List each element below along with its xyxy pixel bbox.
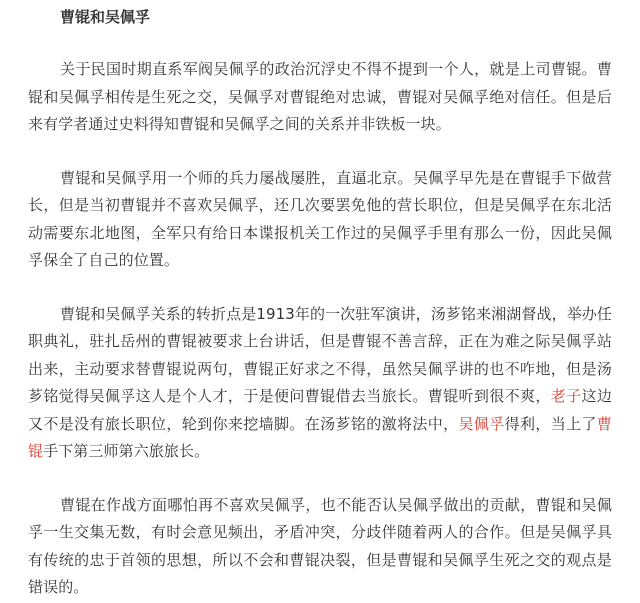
keyword-link-cao-kun[interactable]: 曹锟 <box>28 414 612 460</box>
paragraph-turning-point <box>28 301 612 466</box>
keyword-link-laozi[interactable]: 老子 <box>550 387 582 405</box>
keyword-link-wu-peifu[interactable]: 吴佩孚 <box>458 414 505 433</box>
paragraph-text: 手下第三师第六旅旅长。 <box>43 442 210 460</box>
paragraph-text: 曹锟和吴佩孚关系的转折点是1913年的一次驻军演讲，汤芗铭来湘湖督战，举办任职典礼，驻扎岳州的曹锟被要求上台讲话，但是曹锟不善言辞，正在为难之际吴佩孚站出来，主动要求替曹锟说两句，曹锟正好求之不得，虽然吴佩孚讲的也不咋地，但是汤芗铭觉得吴佩孚这人是个人才，于是便问曹锟借去当旅长。曹锟听到很不爽， <box>28 304 612 405</box>
paragraph-text: 这边又不是没有旅长职位，轮到你来挖墙脚。在汤芗铭的激将法中， <box>28 387 613 433</box>
paragraph-text: 得利，当上了 <box>504 414 597 433</box>
article-title: 曹锟和吴佩孚 <box>60 8 151 26</box>
paragraph-conclusion: 曹锟在作战方面哪怕再不喜欢吴佩孚，也不能否认吴佩孚做出的贡献，曹锟和吴佩孚一生交集无数，有时会意见频出，矛盾冲突，分歧伴随着两人的合作。但是吴佩孚具有传统的忠于首领的思想，所以不会和曹锟决裂，但是曹锟和吴佩孚生死之交的观点是错误的。 <box>28 495 612 596</box>
paragraph-rise: 曹锟和吴佩孚用一个师的兵力屡战屡胜，直逼北京。吴佩孚早先是在曹锟手下做营长，但是当初曹锟并不喜欢吴佩孚，还几次要罢免他的营长职位，但是吴佩孚在东北活动需要东北地图，全军只有给日本谍报机关工作过的吴佩孚手里有那么一份，因此吴佩孚保全了自己的位置。 <box>28 168 612 269</box>
paragraph-intro: 关于民国时期直系军阀吴佩孚的政治沉浮史不得不提到一个人，就是上司曹锟。曹锟和吴佩孚相传是生死之交，吴佩孚对曹锟绝对忠诚，曹锟对吴佩孚绝对信任。但是后来有学者通过史料得知曹锟和吴佩孚之间的关系并非铁板一块。 <box>28 60 612 133</box>
